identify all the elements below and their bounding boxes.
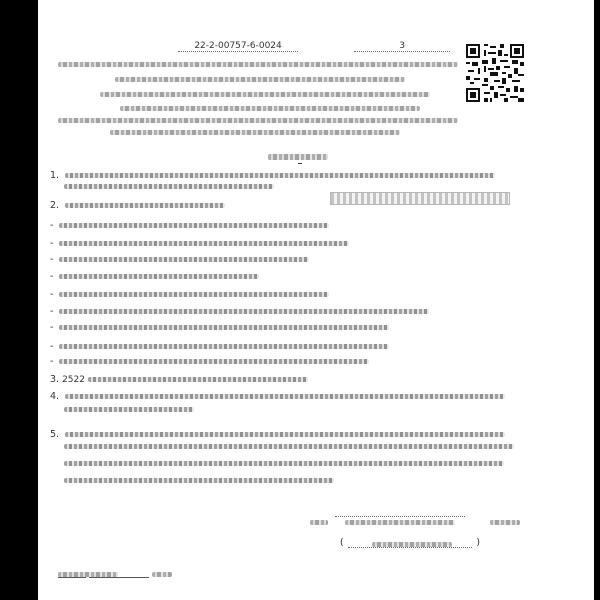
footer-label-blur [58, 572, 118, 577]
condition-item [58, 478, 334, 483]
condition-item [50, 391, 505, 402]
condition-number: 5. [50, 429, 60, 440]
condition-number: - [50, 322, 54, 333]
heading-line [115, 77, 405, 82]
condition-text-blur [64, 461, 504, 466]
registration-line [95, 40, 455, 52]
open-paren: ( [340, 538, 344, 548]
condition-text-blur [59, 241, 349, 246]
heading-line [58, 118, 458, 123]
condition-text-blur [64, 444, 514, 449]
condition-text-blur [59, 359, 369, 364]
condition-text-blur [59, 344, 389, 349]
footer-blank-2 [89, 577, 149, 578]
condition-text-blur [59, 325, 389, 330]
condition-text: 2522 [62, 374, 85, 385]
footer-blank-1 [58, 577, 86, 578]
condition-number: - [50, 306, 54, 317]
conditions-title-underline [268, 154, 328, 160]
signature-name [335, 516, 465, 517]
condition-number: - [50, 289, 54, 300]
condition-text-blur [64, 184, 274, 189]
condition-text-blur [65, 432, 505, 437]
condition-number: - [50, 356, 54, 367]
condition-item [50, 200, 225, 211]
condition-item [50, 374, 308, 385]
condition-item [58, 461, 504, 466]
condition-number: - [50, 341, 54, 352]
condition-text-blur [65, 203, 225, 208]
condition-item [50, 238, 349, 249]
condition-text-blur [65, 394, 505, 399]
printed-name-blur [372, 542, 452, 547]
condition-number: 3. [50, 374, 60, 385]
condition-item [50, 289, 329, 300]
condition-item [50, 306, 429, 317]
condition-text-blur [64, 478, 334, 483]
condition-text-blur [59, 257, 309, 262]
condition-item [58, 407, 194, 412]
condition-item [50, 341, 389, 352]
highlighted-box [330, 192, 510, 205]
condition-item [50, 271, 259, 282]
condition-text-blur [88, 377, 308, 382]
issue-date: 3 [354, 41, 450, 52]
heading-line [110, 130, 400, 135]
condition-text-blur [59, 309, 429, 314]
condition-text-blur [65, 173, 495, 178]
condition-text-blur [64, 407, 194, 412]
condition-number: 4. [50, 391, 60, 402]
condition-item [50, 356, 369, 367]
qr-code-icon [466, 38, 524, 108]
condition-text-blur [59, 274, 259, 279]
condition-item [50, 429, 505, 440]
condition-number: - [50, 254, 54, 265]
condition-item [58, 184, 274, 189]
condition-item [50, 322, 389, 333]
condition-number: - [50, 271, 54, 282]
condition-text-blur [59, 223, 329, 228]
condition-number: - [50, 238, 54, 249]
signature-name-blur [345, 520, 455, 525]
signature-role-blur [490, 520, 520, 525]
condition-number: - [50, 220, 54, 231]
condition-item [58, 444, 514, 449]
signature-prefix-blur [310, 520, 328, 525]
condition-item [50, 170, 495, 181]
condition-number: 1. [50, 170, 60, 181]
heading-line [100, 92, 430, 97]
condition-item [50, 220, 329, 231]
footer-date-label-blur [152, 572, 172, 577]
condition-item [50, 254, 309, 265]
close-paren: ) [476, 538, 480, 548]
heading-line [58, 62, 458, 67]
condition-text-blur [59, 292, 329, 297]
condition-number: 2. [50, 200, 60, 211]
heading-line [120, 106, 420, 111]
registration-number: 22-2-00757-6-0024 [178, 41, 298, 52]
